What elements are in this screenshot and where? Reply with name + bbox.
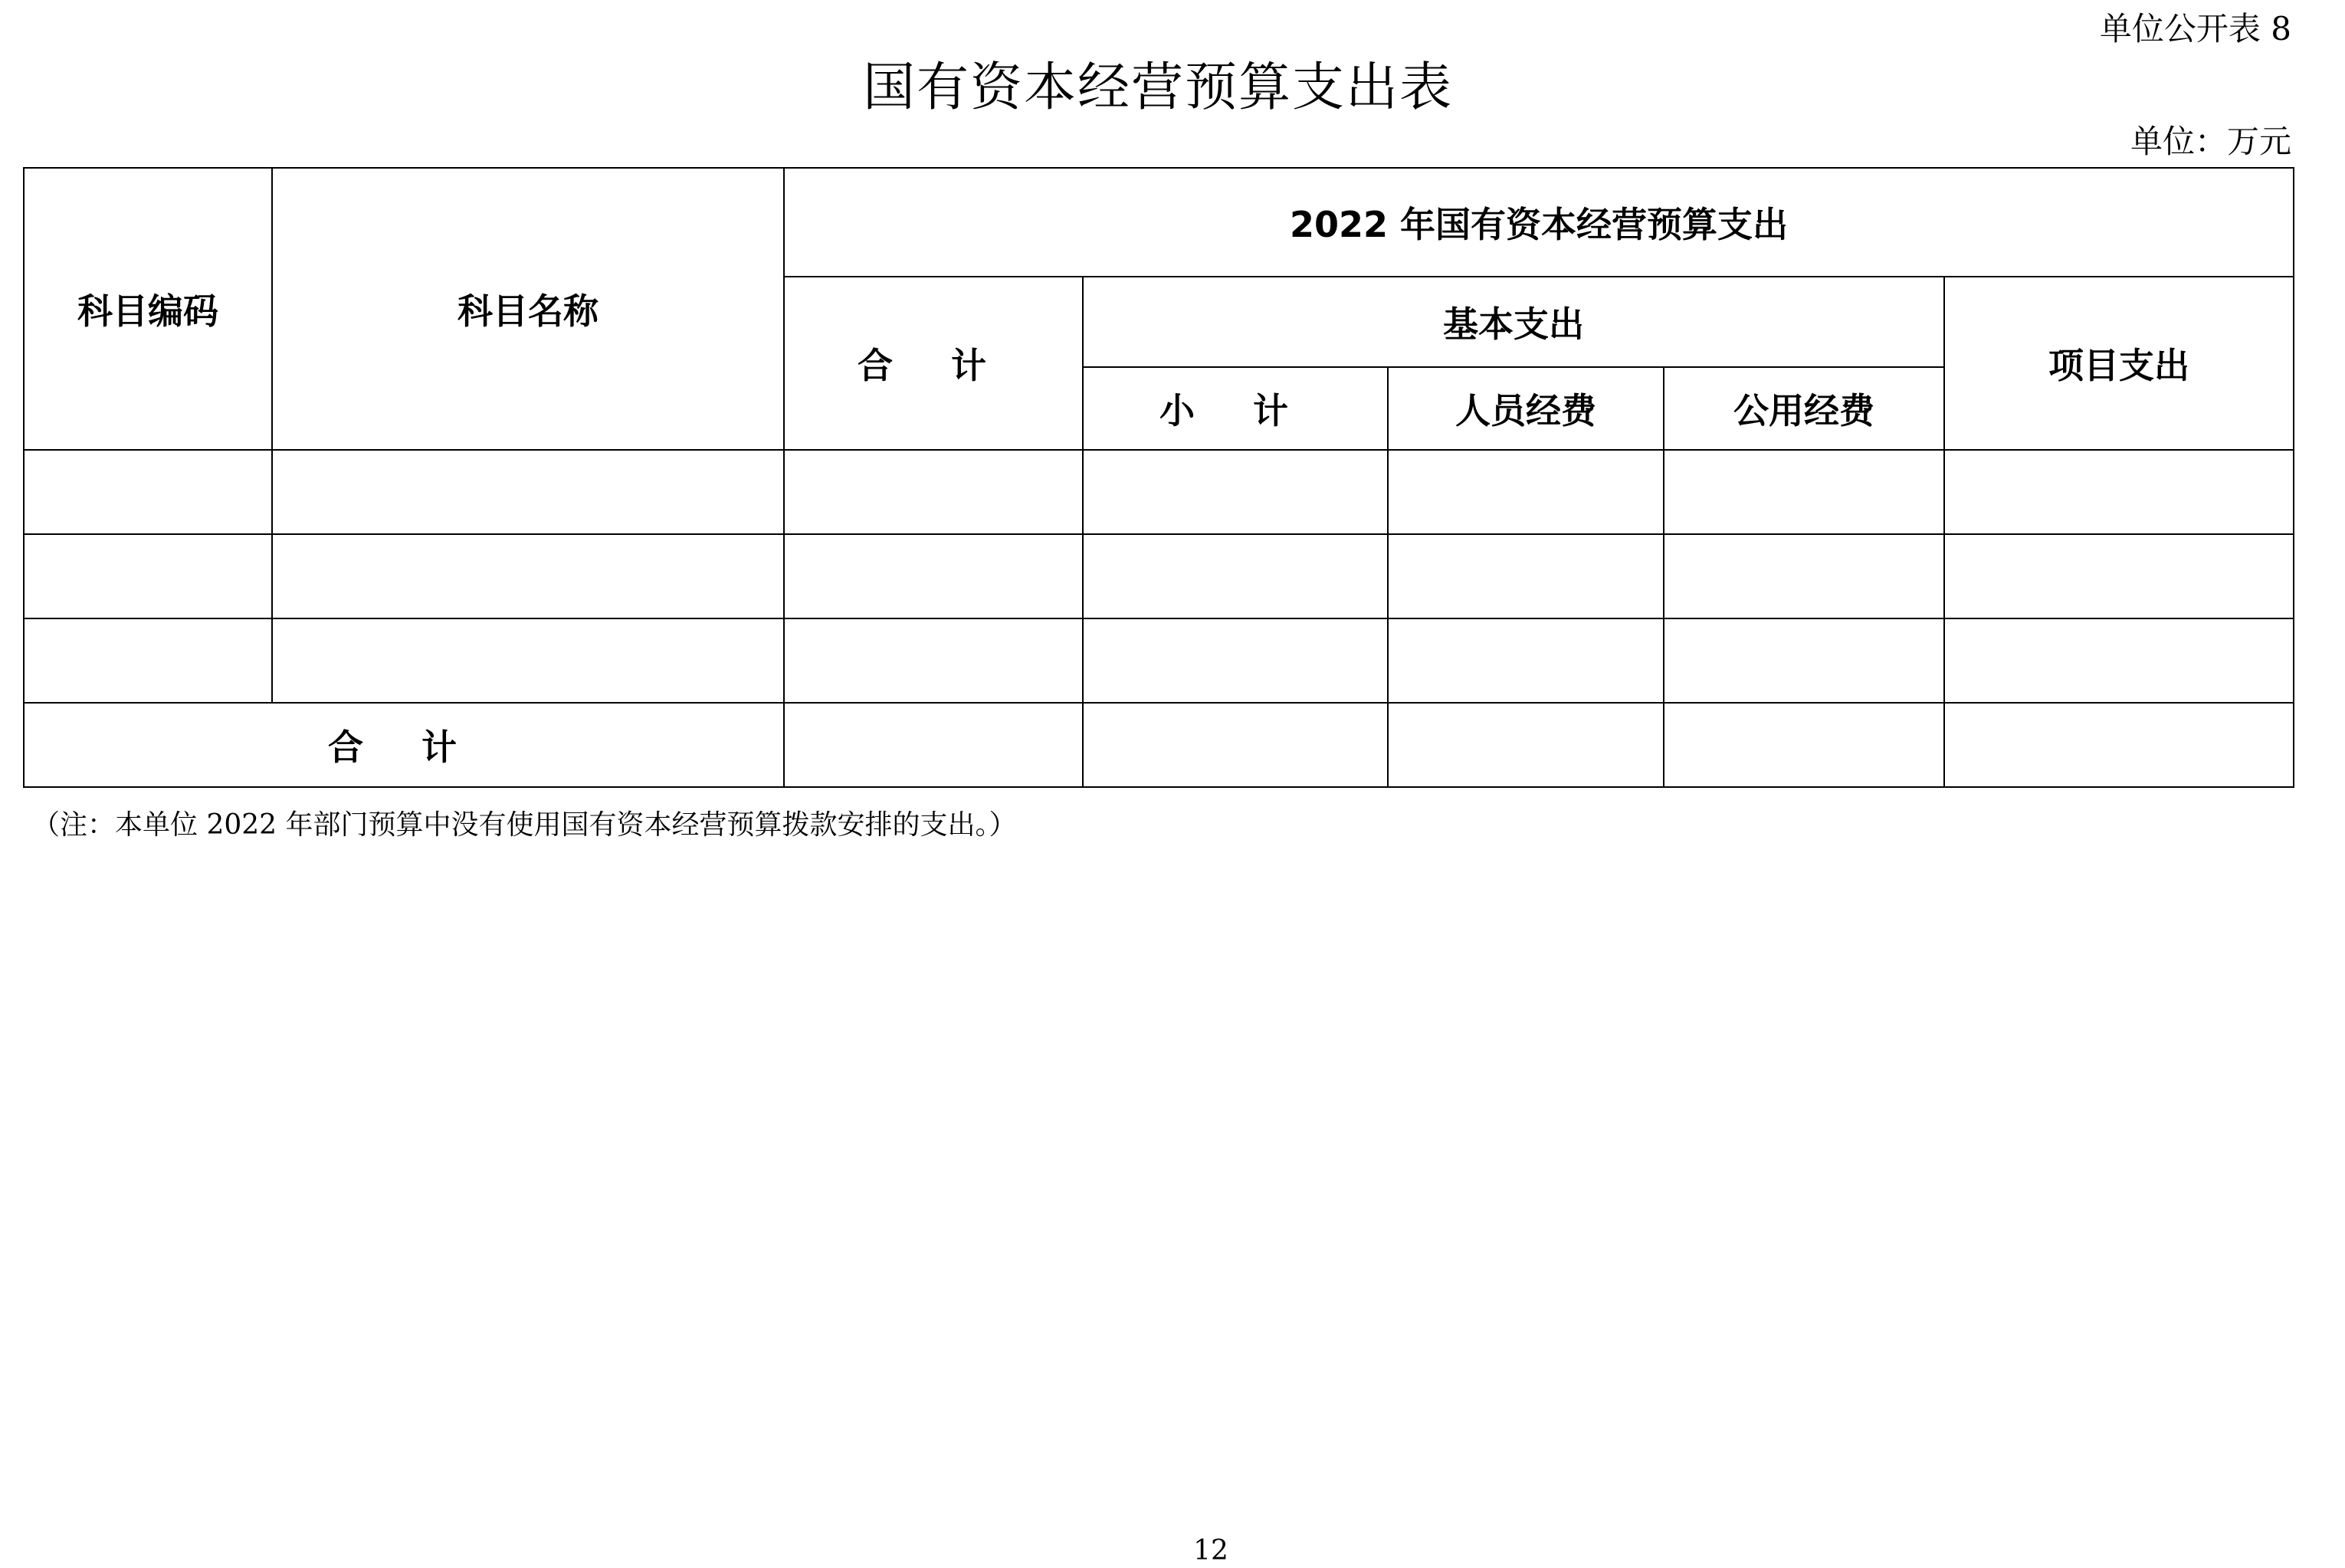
table-number: 单位公开表 8	[2099, 10, 2291, 48]
table-cell	[1388, 703, 1664, 787]
header-basic-expenditure: 基本支出	[1083, 277, 1944, 367]
table-cell	[272, 618, 784, 703]
table-cell	[24, 534, 272, 618]
table-row	[24, 618, 2294, 703]
table-cell	[272, 534, 784, 618]
page-title: 国有资本经营预算支出表	[862, 57, 1453, 118]
table-cell	[1944, 618, 2294, 703]
page-number: 12	[1193, 1535, 1228, 1566]
table-cell	[784, 618, 1083, 703]
header-subject-code: 科目编码	[24, 168, 272, 450]
table-cell	[1083, 703, 1388, 787]
table-cell	[1388, 450, 1664, 534]
budget-table	[23, 167, 2294, 788]
total-row-label: 合 计	[24, 703, 784, 787]
header-subtotal: 小 计	[1083, 367, 1388, 450]
table-cell	[1944, 534, 2294, 618]
table-cell	[784, 703, 1083, 787]
table-cell	[1664, 703, 1944, 787]
table-cell	[272, 450, 784, 534]
table-row	[24, 450, 2294, 534]
unit-label: 单位：万元	[2130, 123, 2291, 160]
table-cell	[24, 618, 272, 703]
table-row	[24, 534, 2294, 618]
table-cell	[1388, 534, 1664, 618]
table-cell	[1664, 534, 1944, 618]
header-personnel-cost: 人员经费	[1388, 367, 1664, 450]
header-total: 合 计	[784, 277, 1083, 450]
header-project-expenditure: 项目支出	[1944, 277, 2294, 450]
header-public-cost: 公用经费	[1664, 367, 1944, 450]
table-cell	[1664, 618, 1944, 703]
table-cell	[784, 534, 1083, 618]
table-cell	[24, 450, 272, 534]
table-cell	[1944, 450, 2294, 534]
header-subject-name: 科目名称	[272, 168, 784, 450]
table-cell	[1083, 450, 1388, 534]
header-row-1	[24, 168, 2294, 277]
table-cell	[784, 450, 1083, 534]
footnote: （注：本单位 2022 年部门预算中没有使用国有资本经营预算拨款安排的支出。）	[32, 809, 1017, 841]
header-group-title: 2022 年国有资本经营预算支出	[784, 168, 2294, 277]
table-cell	[1083, 534, 1388, 618]
total-row	[24, 703, 2294, 787]
table-cell	[1664, 450, 1944, 534]
table-cell	[1944, 703, 2294, 787]
table-cell	[1388, 618, 1664, 703]
table-cell	[1083, 618, 1388, 703]
